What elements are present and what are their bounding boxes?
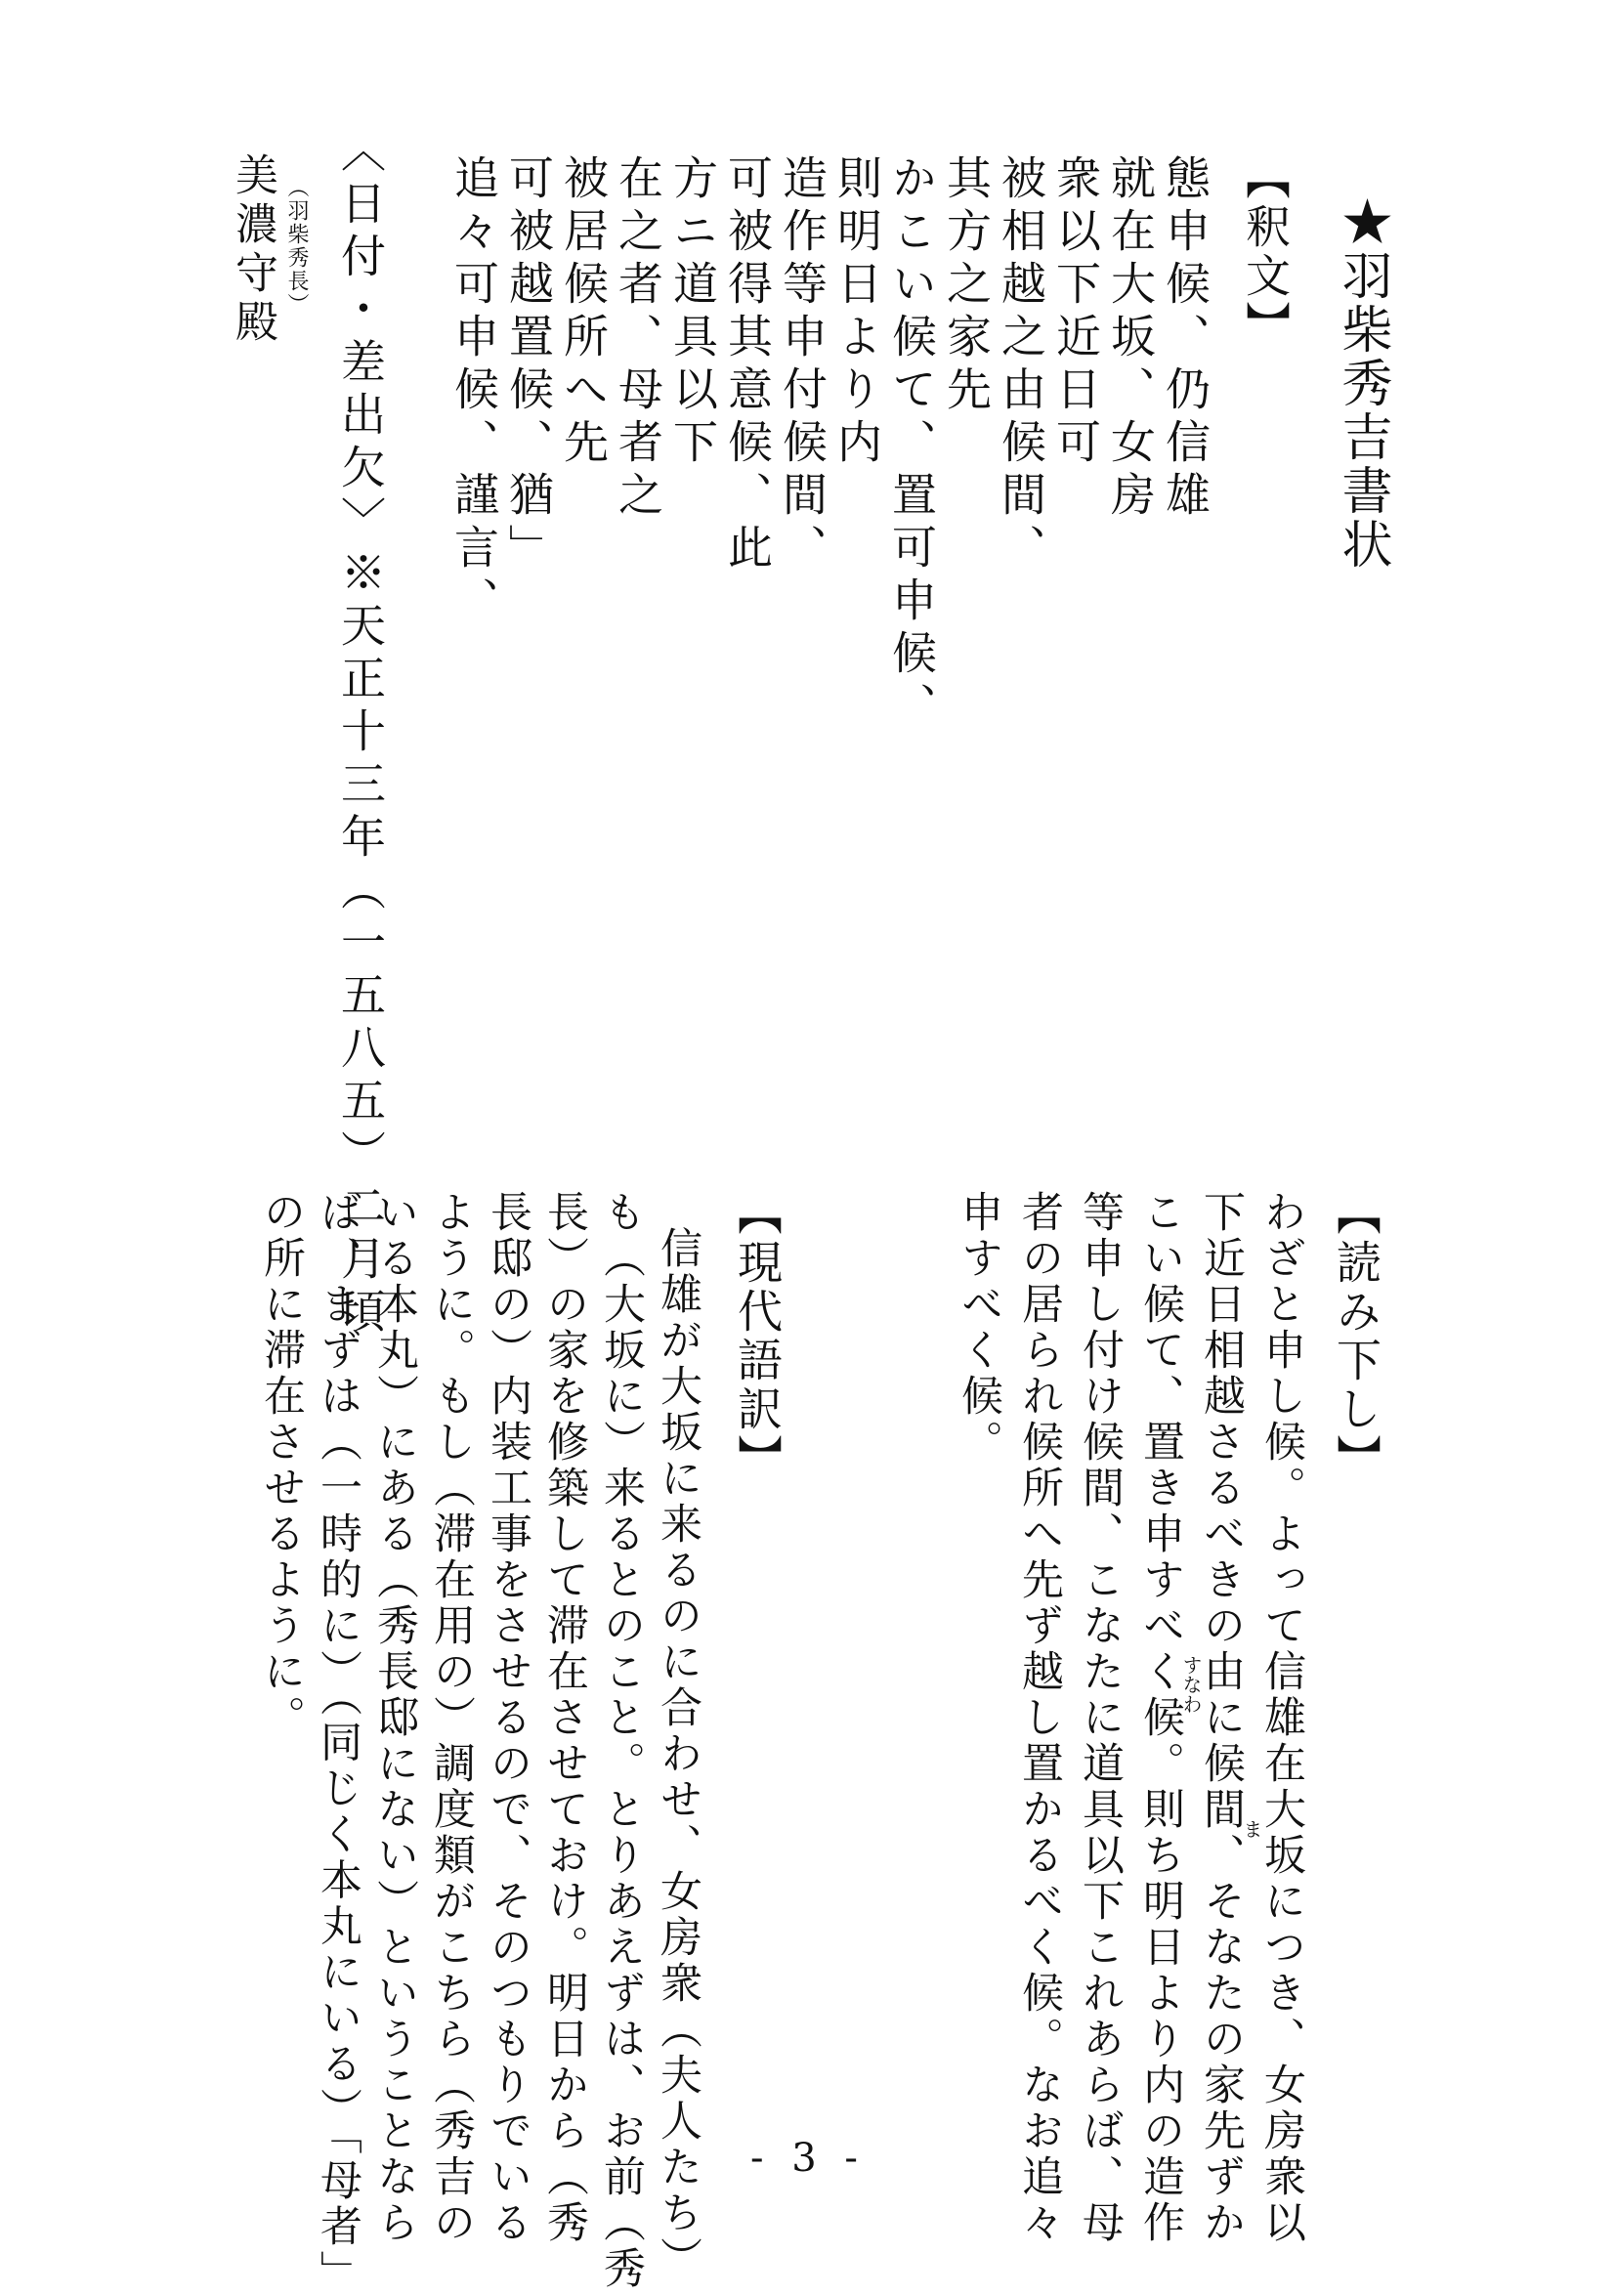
ruby-annotation: ま — [1240, 1819, 1263, 1839]
reading-line: 等申し付け候間、こなたに道具以下これあらば、母 — [1076, 1190, 1125, 2246]
transcription-heading: 【釈文】 — [1239, 154, 1292, 350]
document-title: ★羽柴秀吉書状 — [1333, 195, 1391, 572]
translation-heading: 【現代語訳】 — [731, 1190, 784, 1483]
reading-line: こい候て、置き申すべく候。則ち明日より内の造作 — [1136, 1190, 1185, 2246]
translation-line: 信雄が大坂に来るのに合わせ、女房衆（夫人たち） — [654, 1226, 702, 2282]
transcription-line: 追々可申候、謹言、 — [447, 154, 500, 629]
translation-line: 長邸の）内装工事をさせるので、そのつもりでいる — [484, 1190, 532, 2246]
transcription-line: 造作等申付候間、 — [776, 154, 829, 576]
addressee: 美濃守殿 — [228, 152, 277, 348]
addressee-note: （羽柴秀長） — [284, 176, 309, 317]
transcription-line: 方ニ道具以下 — [666, 154, 719, 471]
translation-line: も（大坂に）来るとのこと。とりあえずは、お前（秀 — [597, 1190, 646, 2292]
date-line: 〈日付・差出欠〉※天正十三年（一五八五）二月頃 — [334, 127, 387, 1340]
reading-line: 申すべく候。 — [955, 1190, 1003, 1466]
reading-line: 者の居られ候所へ先ず越し置かるべく候。なお追々 — [1015, 1190, 1064, 2246]
reading-heading: 【読み下し】 — [1330, 1190, 1382, 1483]
transcription-line: 衆以下近日可 — [1049, 154, 1102, 471]
transcription-line: 則明日より内 — [830, 154, 883, 471]
translation-line: 長）の家を修築して滞在させておけ。明日から（秀 — [540, 1190, 589, 2246]
transcription-line: 可被得其意候、此 — [721, 154, 774, 576]
translation-line: の所に滞在させるように。 — [257, 1190, 306, 1741]
reading-line: わざと申し候。よって信雄在大坂につき、女房衆以 — [1257, 1190, 1306, 2246]
transcription-line: 可被越置候、猶」 — [502, 154, 555, 576]
transcription-line: 在之者、母者之 — [612, 154, 664, 524]
transcription-line: 被相越之由候間、 — [995, 154, 1047, 576]
translation-line: いる本丸）にある（秀長邸にない）ということなら — [370, 1190, 419, 2246]
transcription-line: かこい候て、置可申候、 — [885, 154, 938, 735]
transcription-line: 其方之家先 — [940, 154, 993, 418]
translation-line: ば、まずは（一時的に）（同じく本丸にいる）「母者」 — [314, 1190, 362, 2296]
reading-line: 下近日相越さるべきの由に候間、そなたの家先ずか — [1197, 1190, 1246, 2246]
ruby-annotation: すなわ — [1179, 1655, 1203, 1714]
transcription-line: 態申候、仍信雄 — [1159, 154, 1212, 524]
transcription-line: 被居候所へ先 — [557, 154, 610, 471]
page-number: - 3 - — [750, 2136, 866, 2181]
translation-line: ように。もし（滞在用の）調度類がこちら（秀吉の — [427, 1190, 476, 2246]
transcription-line: 就在大坂、女房 — [1104, 154, 1157, 524]
